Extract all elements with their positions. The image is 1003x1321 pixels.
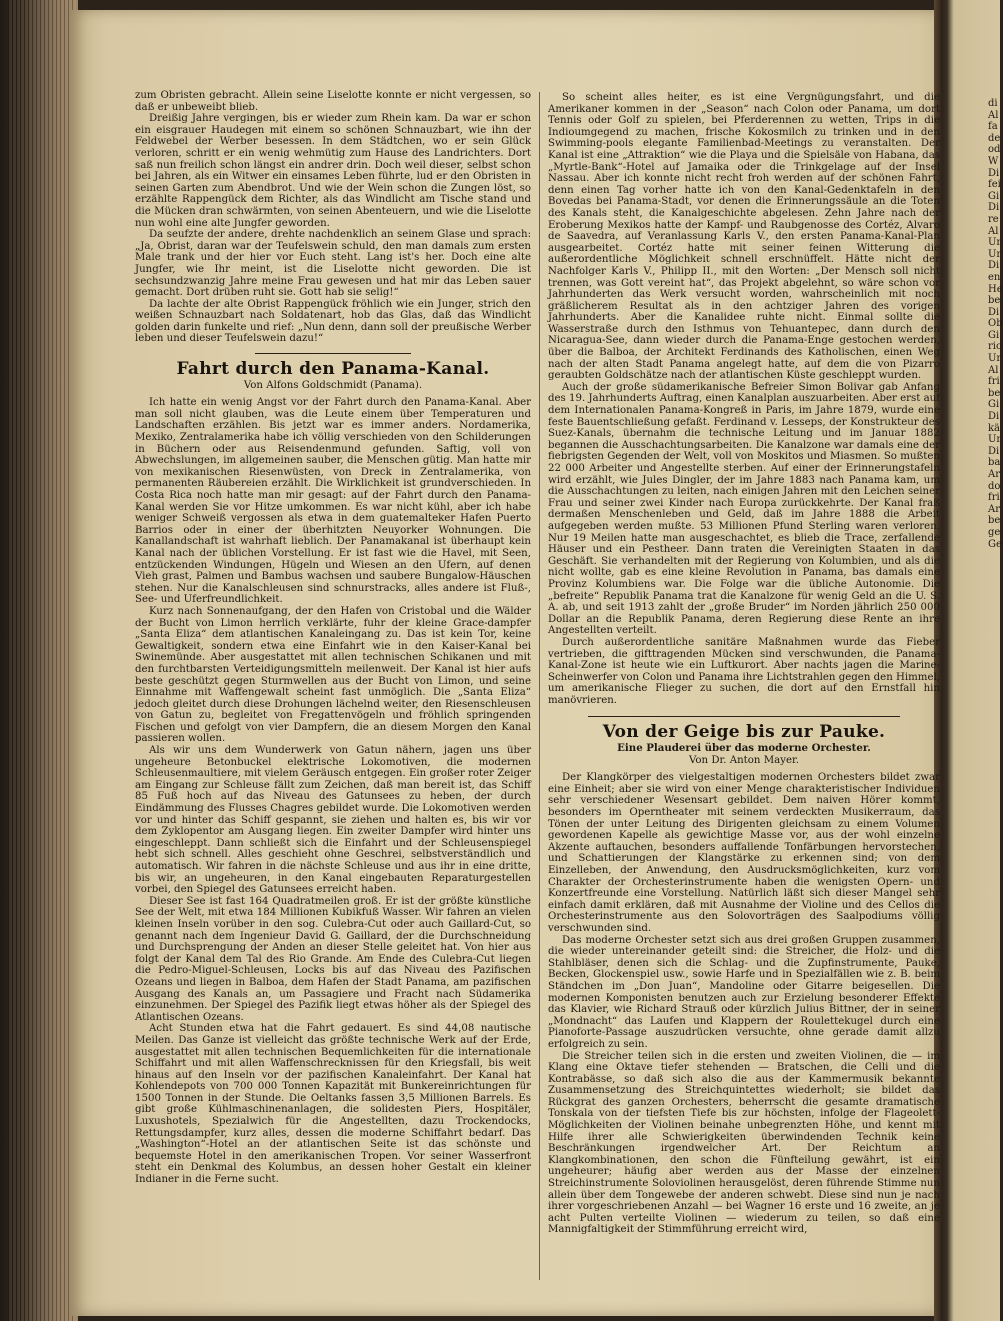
paragraph: Da lachte der alte Obrist Rappengück fröhlich wie ein Junger, strich den weißen Schnauzbart nach Soldatenart, hob das Glas, daß das Windlicht golden darin funkelte und rief: „Nun denn, dann soll der preußische Werber leben und dieser Teufelswein dazu!“: [135, 298, 531, 345]
next-page-fragment: en: [988, 271, 1001, 283]
next-page-fragment: Al: [988, 109, 999, 121]
paragraph: Dieser See ist fast 164 Quadratmeilen groß. Er ist der größte künstliche See der Welt, mit etwa 184 Millionen Kubikfuß Wasser. Wir fahren an vielen kleinen Inseln vorüber in den sog. Culebra-Cut oder auch Gaillard-Cut, so genannt nach dem Ingenieur David G. Gaillard, der die Durchschneidung und Durchsprengung der Anden an dieser Stelle geleitet hat. Von hier aus folgt der Kanal dem Tal des Rio Grande. Am Ende des Culebra-Cut liegen die Pedro-Miguel-Schleusen, Locks bis auf das Niveau des Pazifischen Ozeans und liegen in Balboa, dem Hafen der Stadt Panama, am pazifischen Ausgang des Kanals an, um Passagiere und Fracht nach Südamerika einzunehmen. Der Spiegel des Pazifik liegt etwas höher als der Spiegel des Atlantischen Ozeans.: [135, 895, 531, 1023]
next-page-fragment: Di: [988, 202, 1000, 214]
paragraph: Der Klangkörper des vielgestaltigen modernen Orchesters bildet zwar eine Einheit; aber sie wird von einer Menge charakteristischer Individuen sehr verschiedener Wesensart gebildet. Dem naiven Hörer kommt, besonders im Operntheater mit seinem verdeckten Musikerraum, das Tönen der unter Leitung des Dirigenten gleichsam zu einem Volumen gewordenen Kapelle als gewichtige Masse vor, aus der wohl einzelne Akzente auftauchen, besonders auffallende Tonfärbungen hervorstechen, und Schattierungen der Klangstärke zu erkennen sind; von dem Einzelleben, der Anwendung, den Ausdrucksmöglichkeiten, kurz vom Charakter der Orchesterinstrumente haben die wenigsten Opern- und Konzertfreunde eine Vorstellung. Natürlich läßt sich dieser Mangel sehr einfach damit erklären, daß mit Ausnahme der Violine und des Cellos die Orchesterinstrumente aus den Solovorträgen des Saalpodiums völlig verschwunden sind.: [548, 772, 940, 934]
next-page-fragment: do: [988, 480, 1001, 492]
paragraph: Acht Stunden etwa hat die Fahrt gedauert. Es sind 44,08 nautische Meilen. Das Ganze ist vielleicht das größte technische Werk auf der Erde, ausgestattet mit allen technischen Bequemlichkeiten für die internationale Schiffahrt und mit allen Waffenschrecknissen für den Kriegsfall, bis weit hinaus auf den Inseln vor der pazifischen Kanaleinfahrt. Der Kanal hat Kohlendepots von 700 000 Tonnen Kapazität mit Bunkereinrichtungen für 1500 Tonnen in der Stunde. Die Oeltanks fassen 3,5 Millionen Barrels. Es gibt große Kühlmaschinenanlagen, die solidesten Piers, Hospitäler, Luxushotels, Spezialwich für die Angestellten, dazu Trockendocks, Rettungsdampfer, kurz alles, dessen die moderne Schiffahrt bedarf. Das „Washington“-Hotel an der atlantischen Seite ist das schönste und bequemste Hotel in den amerikanischen Tropen. Vor seiner Wasserfront steht ein Denkmal des Kolumbus, an dessen hoher Gestalt ein kleiner Indianer in die Ferne sucht.: [135, 1023, 531, 1186]
next-page-fragment: fa: [988, 121, 998, 133]
next-page-fragment: fei: [988, 179, 1001, 191]
next-page-fragment: fri: [988, 376, 1000, 388]
story-ending: [135, 90, 531, 345]
next-page-fragment: Di: [988, 306, 1000, 318]
paragraph: Ich hatte ein wenig Angst vor der Fahrt durch den Panama-Kanal. Aber man soll nicht glauben, was die Leute einem über Temperaturen und Landschaften erzählen. Bis jetzt war es immer anders. Nordamerika, Mexiko, Zentralamerika habe ich völlig verschieden von den Schilderungen in Büchern oder aus Reisendenmund gefunden. Saftig, voll von Abwechslungen, im allgemeinen sauber, die Menschen gütig. Man hatte mir von mexikanischen Riesenwüsten, von Dreck in Zentralamerika, von permanenten Räubereien erzählt. Die Wirklichkeit ist grundverschieden. In Costa Rica noch hatte man mir gesagt: auf der Fahrt durch den Panama-Kanal werden Sie vor Hitze umkommen. Es war nicht kühl, aber ich habe weniger Schweiß vergossen als etwa in dem guatemalteker Hafen Puerto Barrios oder in einer der überhitzten Neuyorker Wohnungen. Die Kanallandschaft ist wahrhaft lieblich. Der Panamakanal ist überhaupt kein Kanal nach der üblichen Vorstellung. Er ist fast wie die Havel, mit Seen, entzückenden Windungen, Hügeln und Wiesen an den Ufern, auf denen Vieh grast, Palmen und Bambus wachsen und saubere Bungalow-Häuschen stehen. Nur die Kanalschleusen sind schnurstracks, alles andere ist Fluß-, See- und Uferfreundlichkeit.: [135, 397, 531, 606]
paragraph: Durch außerordentliche sanitäre Maßnahmen wurde das Fieber vertrieben, die gifttragenden Mücken sind verschwunden, die Panama-Kanal-Zone ist heute wie ein Luftkurort. Aber nachts jagen die Marine-Scheinwerfer von Colon und Panama ihre Lichtstrahlen gegen den Himmel, um amerikanische Flieger zu suchen, die dort auf den Ernstfall hin manövrieren.: [548, 636, 940, 706]
separator-line: [588, 716, 900, 717]
next-page-fragment: W: [988, 155, 999, 167]
next-page-fragment: kä: [988, 422, 1001, 434]
next-page-fragment: He: [988, 283, 1003, 295]
paragraph: Da seufzte der andere, drehte nachdenklich an seinem Glase und sprach: „Ja, Obrist, daran war der Teufelswein schuld, den man damals zum ersten Male trank und der hier vor Euch steht. Lang ist's her. Doch eine alte Jungfer, wie Ihr meint, ist die Liselotte nicht geworden. Die ist sechsundzwanzig Jahre meine Frau gewesen und hat mir das Leben sauer gemacht. Dort drüben ruht sie. Gott hab sie selig!“: [135, 229, 531, 299]
next-page-fragment: di: [988, 98, 998, 109]
paragraph: So scheint alles heiter, es ist eine Vergnügungsfahrt, und die Amerikaner kommen in der „Season“ nach Colon oder Panama, um dort Tennis oder Golf zu spielen, bei Pferderennen zu wetten, Trips in die Indioumgegend zu machen, frische Kokosmilch zu trinken und in den Swimming-pools elegante Familienbad-Meetings zu veranstalten. Der Kanal ist eine „Attraktion“ wie die Playa und die Spielsäle von Habana, das „Myrtle-Bank“-Hotel auf Jamaika oder die Trinkgelage auf der Insel Nassau. Aber ich konnte nicht recht froh werden auf der schönen Fahrt, denn einen Tag vorher hatte ich von den Kanal-Gedenktafeln in den Bovedas bei Panama-Stadt, vor denen die Erinnerungssäule an die Toten des Kanals steht, die Kanalgeschichte abgelesen. Zehn Jahre nach der Eroberung Mexikos hatte der Kampf- und Raubgenosse des Cortéz, Alvaro de Saavedra, auf Veranlassung Karls V., den ersten Panama-Kanal-Plan ausgearbeitet. Cortéz hatte mit seiner feinen Witterung die außerordentliche Möglichkeit schnell erschnüffelt. Hätte nicht der Nachfolger Karls V., Philipp II., mit den Worten: „Der Mensch soll nicht trennen, was Gott vereint hat“, das Projekt abgelehnt, so wäre schon vor Jahrhunderten das Werk versucht worden, wahrscheinlich mit noch gräßlicherem Resultat als in den achtziger Jahren des vorigen Jahrhunderts. Aber die Kanalidee ruhte nicht. Einmal sollte die Wasserstraße durch den Isthmus von Tehuantepec, dann durch den Nicaragua-See, dann wieder durch die Panama-Enge gestochen werden, über die Balboa, der Architekt Ferdinands des Katholischen, einen Weg nach der alten Stadt Panama angelegt hatte, auf dem die von Pizarro geraubten Goldschätze nach der atlantischen Küste geschleppt wurden.: [548, 92, 940, 382]
next-page-fragment: Ar: [988, 469, 1001, 480]
paragraph: Kurz nach Sonnenaufgang, der den Hafen von Cristobal und die Wälder der Bucht von Limon herrlich verklärte, fuhr der kleine Grace-dampfer „Santa Eliza“ dem atlantischen Kanaleingang zu. Das ist kein Tor, keine Gewaltigkeit, sondern etwa eine Einfahrt wie in den Kaiser-Kanal bei Swinemünde. Aber ausgestattet mit allen technischen Schikanen und mit den furchtbarsten Verteidigungsmitteln meilenweit. Der Kanal ist hier aufs beste geschützt gegen Sturmwellen aus der Bucht von Limon, und seine Einnahme mit Waffengewalt scheint fast unmöglich. Die „Santa Eliza“ jedoch gleitet durch diese Drohungen lächelnd weiter, den Riesenschleusen von Gatun zu, begleitet von Fregattenvögeln und fröhlich springenden Fischen und gefolgt von vier Dampfern, die an diesem Morgen den Kanal passieren wollen.: [135, 605, 531, 745]
next-page-fragment: Gi: [988, 329, 1000, 341]
next-page-fragment: be: [988, 387, 1001, 399]
book-edge: [0, 0, 78, 1321]
next-page-fragment: de: [988, 132, 1001, 144]
next-page-fragment: od: [988, 144, 1001, 156]
paragraph: Dreißig Jahre vergingen, bis er wieder zum Rhein kam. Da war er schon ein eisgrauer Haudegen mit einem so schönen Schnauzbart, wie ihn der Feldwebel der Werber besessen. In dem Städtchen, wo er sein Glück verloren, schritt er ein wenig wehmütig zum Hause des Landrichters. Dort saß nun freilich schon längst ein andrer drin. Doch weil dieser, selbst schon bei Jahren, als ein Witwer ein einsames Leben führte, lud er den Obristen in seinen Garten zum Abendbrot. Und wie der Wein schon die Zungen löst, so erzählte Rappengück dem Richter, als das Windlicht am Tische stand und die Mücken dran schwärmten, von seinen Abenteuern, und wie die Liselotte nun wohl eine alte Jungfer geworden.: [135, 113, 531, 229]
next-page-fragment: Ge: [988, 538, 1002, 550]
next-page-fragment: Di: [988, 411, 1000, 423]
next-page-fragment: Di: [988, 445, 1000, 457]
next-page-fragment: ge: [988, 526, 1001, 538]
next-page-fragment: re: [988, 213, 999, 225]
next-page-fragment: Ur: [988, 237, 1002, 249]
next-page-fragment: Ob: [988, 318, 1003, 330]
next-page-fragment: Ur: [988, 248, 1002, 260]
next-page-fragment: Gi: [988, 190, 1000, 202]
article-subtitle-geige: Eine Plauderei über das moderne Orchester.: [617, 742, 871, 755]
next-page-fragment: be: [988, 515, 1001, 527]
next-page-column: [988, 98, 1003, 550]
paragraph: Auch der große südamerikanische Befreier Simon Bolivar gab Anfang des 19. Jahrhunderts Auftrag, einen Kanalplan auszuarbeiten. Aber erst auf dem Internationalen Panama-Kongreß in Paris, im Jahre 1879, wurde eine feste Bauentschließung gefaßt. Ferdinand v. Lesseps, der Konstrukteur des Suez-Kanals, übernahm die technische Leitung und im Januar 1882 begannen die Ausschachtungsarbeiten. Die Kanalzone war damals eine der fiebrigsten Gegenden der Welt, voll von Moskitos und Miasmen. So mußten 22 000 Arbeiter und Angestellte sterben. Auf einer der Erinnerungstafeln wird erzählt, wie Jules Dingler, der im Jahre 1883 nach Panama kam, um die Ausschachtungen zu leiten, nach einigen Jahren mit den Leichen seiner Frau und seiner zwei Kinder nach Europa zurückkehrte. Der Kanal fraß dermaßen Menschenleben und Geld, daß im Jahre 1888 die Arbeit aufgegeben werden mußte. 53 Millionen Pfund Sterling waren verloren. Nur 19 Meilen hatte man ausgeschachtet, es blieb die Trace, zerfallende Häuser und ein Pestheer. Dann traten die Vereinigten Staaten in das Geschäft. Sie verhandelten mit der Regierung von Kolumbien, und als die nicht wollte, gab es eine kleine Revolution in Panama, bas damals eine Provinz Kolumbiens war. Die Folge war die übliche Autonomie. Die „befreite“ Republik Panama trat die Kanalzone für wenig Geld an die U. S. A. ab, und seit 1913 zahlt der „große Bruder“ im Norden jährlich 250 000 Dollar an die Republik Panama, deren Regierung diese Rente an ihre Angestellten verteilt.: [548, 381, 940, 637]
next-page-fragment: fri: [988, 492, 1000, 504]
next-page-fragment: Al: [988, 364, 999, 376]
article-title-geige: Von der Geige bis zur Pauke.: [602, 722, 886, 743]
next-page-fragment: Ur: [988, 434, 1002, 446]
next-page-fragment: Al: [988, 225, 999, 237]
middle-column: [548, 92, 940, 1236]
paragraph: zum Obristen gebracht. Allein seine Liselotte konnte er nicht vergessen, so daß er unbeweibt blieb.: [135, 90, 531, 113]
next-page-fragment: Gi: [988, 399, 1000, 411]
next-page-fragment: Ar: [988, 503, 1001, 515]
byline-geige: Von Dr. Anton Mayer.: [689, 754, 799, 766]
paragraph: Als wir uns dem Wunderwerk von Gatun nähern, jagen uns über ungeheure Betonbuckel elektrische Lokomotiven, die modernen Schleusenmaultiere, mit vielem Geräusch entgegen. Ein großer roter Zeiger am Eingang zur Schleuse fällt zum Zeichen, daß man bereit ist, das Schiff 85 Fuß hoch auf das Niveau des Gatunsees zu heben, der durch Eindämmung des Flusses Chagres gebildet wurde. Die Lokomotiven werden vor und hinter das Schiff gespannt, sie ziehen und halten es, bis wir vor dem Zyklopentor am Ausgang liegen. Ein zweiter Dampfer wird hinter uns eingeschleppt. Dann schließt sich die Einfahrt und der Schleusenspiegel hebt sich schnell. Alles geschieht ohne Geschrei, selbstverständlich und automatisch. Wir fahren in die nächste Schleuse und aus ihr in eine dritte, bis wir, an ungeheuren, in den Kanal eingebauten Reparaturgestellen vorbei, den Spiegel des Gatunsees erreicht haben.: [135, 745, 531, 896]
next-page-fragment: Ur: [988, 353, 1002, 365]
next-page-fragment: Di: [988, 260, 1000, 272]
paragraph: Das moderne Orchester setzt sich aus drei großen Gruppen zusammen, die wieder untereinander geteilt sind: die Streicher, die Holz- und die Stahlbläser, denen sich die Schlag- und die Zupfinstrumente, Pauke, Becken, Glockenspiel usw., sowie Harfe und in Spezialfällen wie z. B. beim Ständchen im „Don Juan“, Mandoline oder Gitarre beigesellen. Die modernen Komponisten benutzen auch zur Erzielung besonderer Effekte das Klavier, wie Richard Strauß oder kürzlich Julius Bittner, der in seiner „Mondnacht“ das Laufen und Klappern der Roulettekugel durch eine Pianoforte-Passage auszudrücken versuchte, ohne gerade damit allzu erfolgreich zu sein.: [548, 934, 940, 1050]
paragraph: Die Streicher teilen sich in die ersten und zweiten Violinen, die — im Klang eine Oktave tiefer stehenden — Bratschen, die Celli und die Kontrabässe, so daß sich also die aus der Kammermusik bekannte Zusammensetzung des Streichquintettes wiederholt; sie bildet das Rückgrat des ganzen Orchesters, beherrscht die gesamte dramatische Tonskala von der tiefsten Tiefe bis zur höchsten, infolge der Flageolett-Möglichkeiten der Violinen beinahe unbegrenzten Höhe, und kennt mit Hilfe ihrer alle Schwierigkeiten überwindenden Technik keine Beschränkungen irgendwelcher Art. Der Reichtum an Klangkombinationen, den schon die Fünfteilung gewährt, ist ein ungeheurer; häufig aber werden aus der Masse der einzelnen Streichinstrumente Soloviolinen herausgelöst, deren führende Stimme nun allein über dem Tongewebe der anderen schwebt. Diese sind nun je nach ihrer vorgeschriebenen Anzahl — bei Wagner 16 erste und 16 zweite, an je acht Pulten verteilte Violinen — wiederum zu teilen, so daß eine Mannigfaltigkeit der Stimmführung erreicht wird,: [548, 1050, 940, 1236]
left-column: [135, 90, 531, 1186]
next-page-fragment: Di: [988, 167, 1000, 179]
next-page-fragment: be: [988, 295, 1001, 307]
byline-panama: Von Alfons Goldschmidt (Panama).: [243, 379, 423, 391]
column-rule: [539, 92, 540, 1280]
next-page-fragment: ba: [988, 457, 1001, 469]
next-page-fragment: ric: [988, 341, 1002, 353]
separator-line: [255, 353, 411, 354]
article-title-panama: Fahrt durch den Panama-Kanal.: [176, 359, 490, 380]
